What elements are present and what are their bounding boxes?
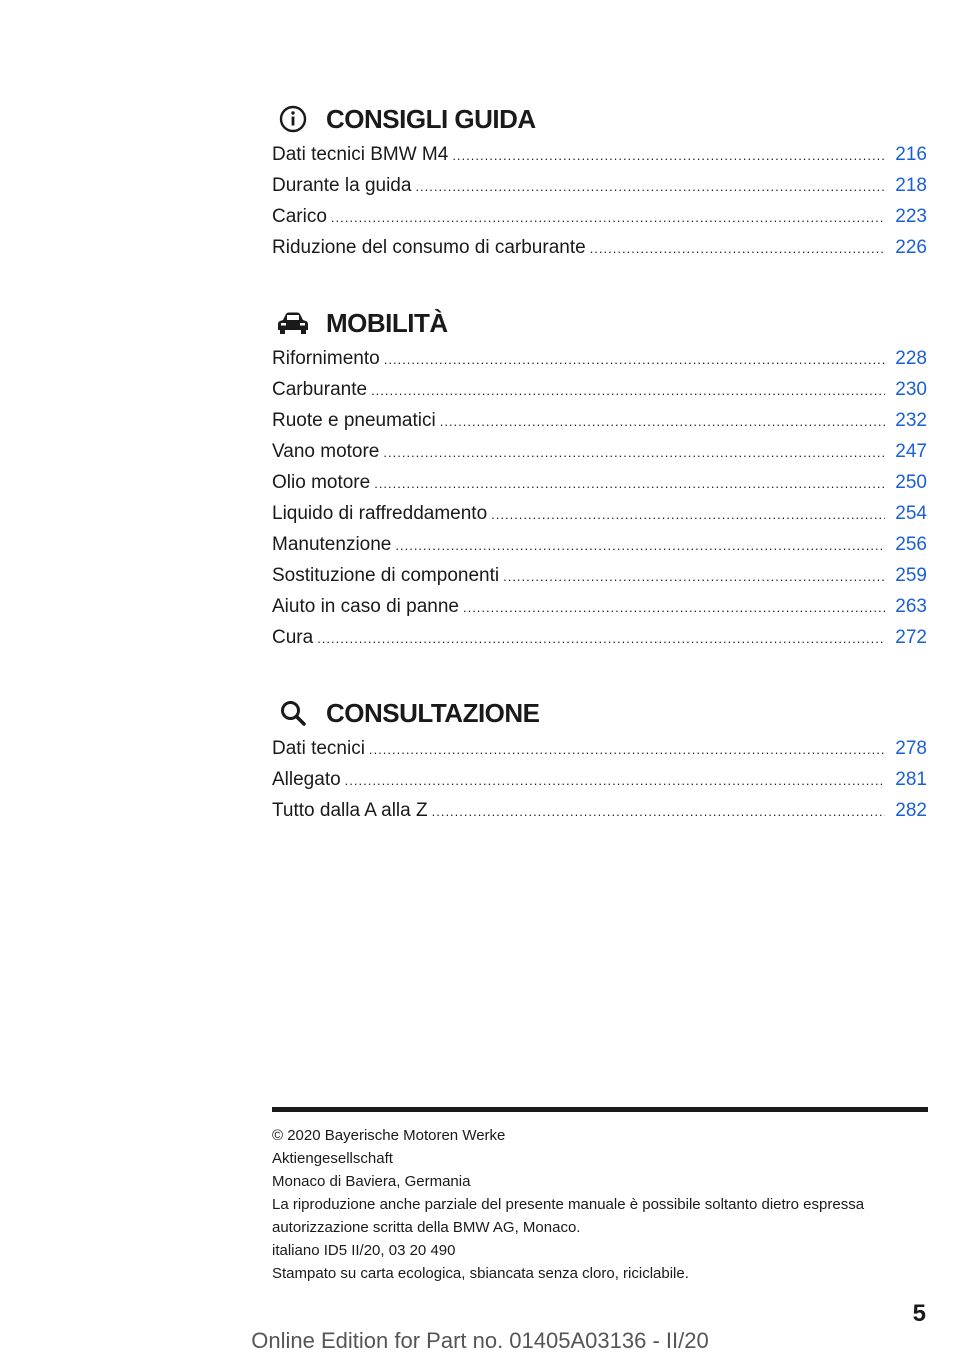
toc-entry[interactable] [272, 237, 927, 268]
toc-entry-label: Liquido di raffreddamento [272, 503, 488, 524]
toc-entry-label: Dati tecnici [272, 738, 365, 759]
toc-page-link[interactable]: 282 [895, 800, 927, 821]
dot-leader [463, 600, 885, 615]
toc-entry-label: Durante la guida [272, 175, 412, 196]
info-icon [276, 102, 310, 136]
online-edition-footer: Online Edition for Part no. 01405A03136 - II/20 [251, 1328, 709, 1353]
dot-leader [590, 241, 885, 256]
toc-page-link[interactable]: 263 [895, 596, 927, 617]
dot-leader [345, 773, 885, 788]
car-icon [276, 306, 310, 340]
section-mobilita [272, 300, 927, 658]
imprint-line: autorizzazione scritta della BMW AG, Monaco. [272, 1219, 581, 1236]
toc-entry[interactable] [272, 348, 927, 379]
toc-page-link[interactable]: 226 [895, 237, 927, 258]
divider-rule [272, 1107, 928, 1112]
toc-entry-label: Rifornimento [272, 348, 380, 369]
section-title: MOBILITÀ [326, 307, 448, 338]
toc-entry[interactable] [272, 738, 927, 769]
imprint-line: italiano ID5 II/20, 03 20 490 [272, 1242, 456, 1259]
toc-entry-label: Riduzione del consumo di carburante [272, 237, 586, 258]
section-header [272, 690, 927, 736]
dot-leader [383, 445, 885, 460]
toc-entry[interactable] [272, 534, 927, 565]
toc-entry[interactable] [272, 596, 927, 627]
imprint-line: © 2020 Bayerische Motoren Werke [272, 1127, 506, 1144]
toc-page-link[interactable]: 230 [895, 379, 927, 400]
dot-leader [440, 414, 885, 429]
toc-entry-label: Tutto dalla A alla Z [272, 800, 428, 821]
dot-leader [374, 476, 885, 491]
toc-entry[interactable] [272, 144, 927, 175]
toc-page-link[interactable]: 228 [895, 348, 927, 369]
toc-page-link[interactable]: 281 [895, 769, 927, 790]
dot-leader [432, 804, 885, 819]
toc-page-link[interactable]: 256 [895, 534, 927, 555]
toc-page-link[interactable]: 218 [895, 175, 927, 196]
toc-entry[interactable] [272, 769, 927, 800]
toc-entry-label: Aiuto in caso di panne [272, 596, 459, 617]
toc-entry[interactable] [272, 627, 927, 658]
toc-entry[interactable] [272, 565, 927, 596]
toc-entry-label: Manutenzione [272, 534, 392, 555]
toc-entry-label: Vano motore [272, 441, 380, 462]
dot-leader [369, 742, 885, 757]
section-consigli-guida [272, 96, 927, 268]
dot-leader [331, 210, 885, 225]
toc-entry[interactable] [272, 175, 927, 206]
imprint-line: Aktiengesellschaft [272, 1150, 393, 1167]
toc-entry[interactable] [272, 441, 927, 472]
toc-entry[interactable] [272, 379, 927, 410]
section-header [272, 300, 927, 346]
toc-entry-label: Ruote e pneumatici [272, 410, 436, 431]
toc-entry-label: Carico [272, 206, 327, 227]
dot-leader [503, 569, 885, 584]
imprint-line: Monaco di Baviera, Germania [272, 1173, 471, 1190]
toc-entry[interactable] [272, 472, 927, 503]
toc-page-link[interactable]: 223 [895, 206, 927, 227]
toc-page-link[interactable]: 272 [895, 627, 927, 648]
toc-entry-label: Olio motore [272, 472, 371, 493]
toc-page-link[interactable]: 216 [895, 144, 927, 165]
toc-entry-label: Carburante [272, 379, 368, 400]
imprint [272, 1124, 928, 1285]
dot-leader [395, 538, 885, 553]
toc-entry[interactable] [272, 503, 927, 534]
imprint-line: La riproduzione anche parziale del presente manuale è possibile soltanto dietro espressa [272, 1196, 865, 1213]
section-title: CONSIGLI GUIDA [326, 103, 536, 134]
imprint-line: Stampato su carta ecologica, sbiancata senza cloro, riciclabile. [272, 1265, 689, 1282]
toc-entry-label: Allegato [272, 769, 341, 790]
toc-page-link[interactable]: 278 [895, 738, 927, 759]
search-icon [276, 696, 310, 730]
toc-entry-label: Sostituzione di componenti [272, 565, 500, 586]
dot-leader [452, 148, 885, 163]
dot-leader [491, 507, 885, 522]
toc-entry[interactable] [272, 800, 927, 831]
toc-entry[interactable] [272, 410, 927, 441]
toc-entry-label: Dati tecnici BMW M4 [272, 144, 449, 165]
section-consultazione [272, 690, 927, 831]
dot-leader [384, 352, 885, 367]
toc-page-link[interactable]: 232 [895, 410, 927, 431]
toc-page-link[interactable]: 259 [895, 565, 927, 586]
section-header [272, 96, 927, 142]
page-number: 5 [912, 1300, 926, 1327]
toc-page-link[interactable]: 247 [895, 441, 927, 462]
dot-leader [415, 179, 885, 194]
toc-entry-label: Cura [272, 627, 314, 648]
section-title: CONSULTAZIONE [326, 697, 540, 728]
dot-leader [317, 631, 885, 646]
toc-page-link[interactable]: 254 [895, 503, 927, 524]
toc-page-link[interactable]: 250 [895, 472, 927, 493]
table-of-contents [272, 96, 927, 863]
toc-entry[interactable] [272, 206, 927, 237]
dot-leader [371, 383, 885, 398]
